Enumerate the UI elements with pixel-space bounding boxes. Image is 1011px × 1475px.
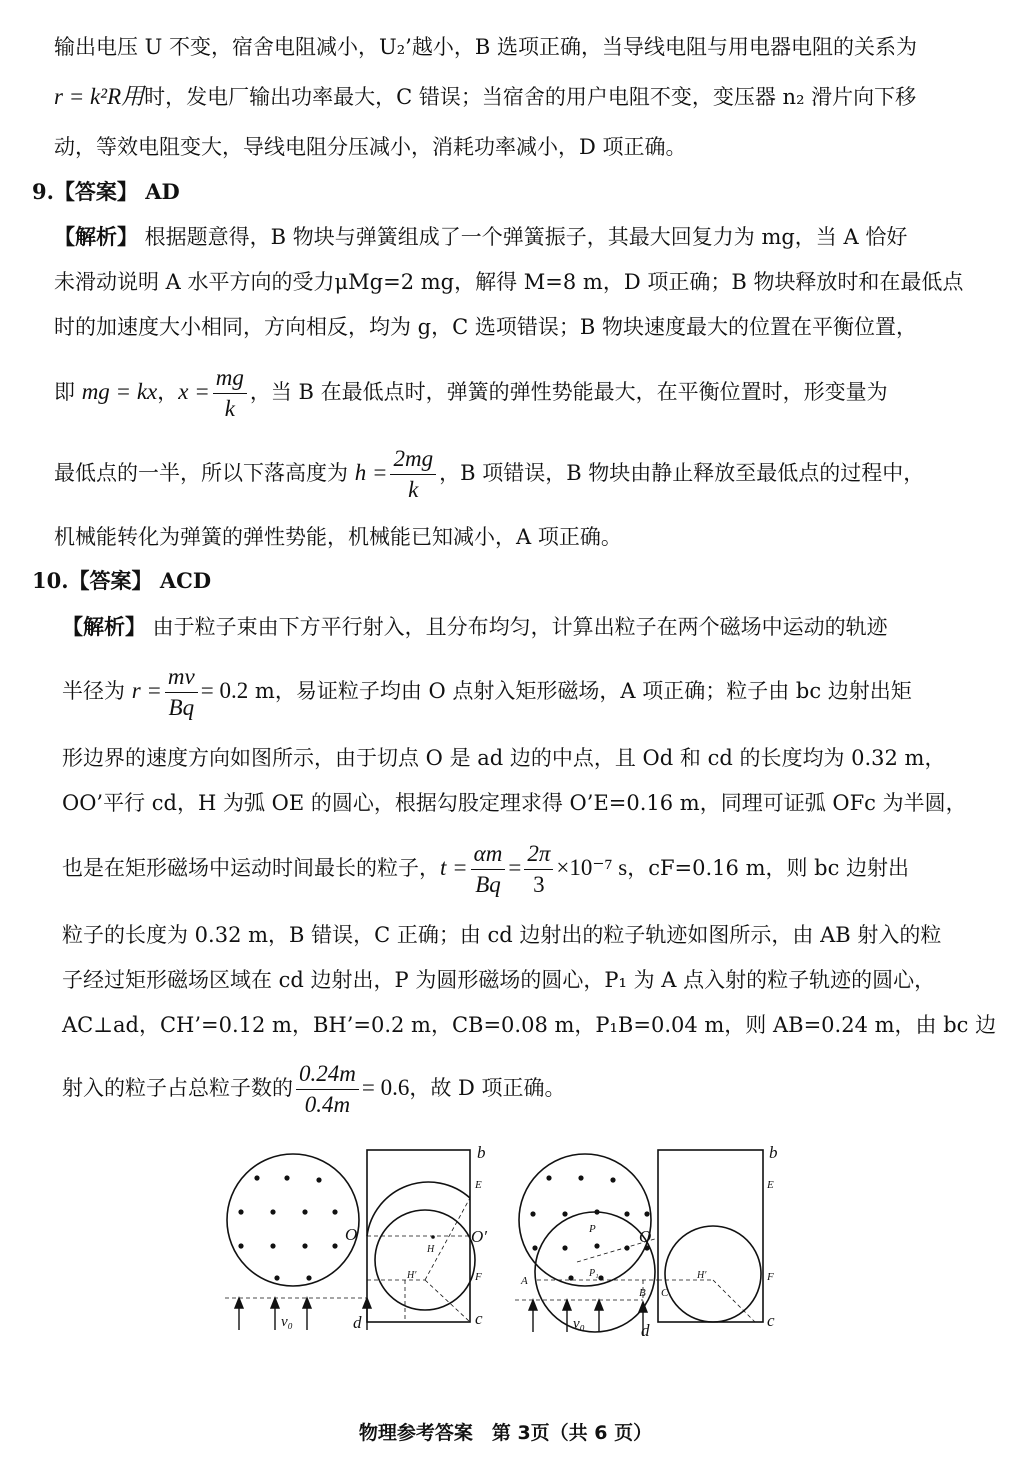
q10-line-5 xyxy=(62,836,909,900)
right-label-Hprime: H′ xyxy=(697,1270,707,1281)
q9-line-3: 时的加速度大小相同，方向相反，均为 g，C 选项错误；B 物块速度最大的位置在平衡位置， xyxy=(54,315,917,339)
q9-line-5-post: ，B 项错误，B 物块由静止释放至最低点的过程中， xyxy=(439,461,925,485)
q8-power-condition: r = k²R用 xyxy=(54,84,145,109)
left-label-b: b xyxy=(477,1143,486,1162)
q9-line-4-pre: 即 xyxy=(54,380,82,404)
q9-line-2: 未滑动说明 A 水平方向的受力μMg=2 mg，解得 M=8 m，D 项正确；B 物块释放时和在最低点 xyxy=(54,270,964,294)
q10-line-3: 形边界的速度方向如图所示，由于切点 O 是 ad 边的中点，且 Od 和 cd 的长度均为 0.32 m， xyxy=(62,746,946,770)
left-label-Oprime: O′ xyxy=(471,1227,487,1246)
q8-line-2-text: 时，发电厂输出功率最大，C 错误；当宿舍的用户电阻不变，变压器 n₂ 滑片向下移 xyxy=(144,85,917,109)
right-label-d: d xyxy=(641,1321,650,1340)
q10-answer-heading: 10.【答案】 ACD xyxy=(32,568,212,593)
right-rect-field xyxy=(658,1150,763,1322)
q9-line-1-text: 根据题意得，B 物块与弹簧组成了一个弹簧振子，其最大回复力为 mg，当 A 恰好 xyxy=(138,225,908,249)
q9-frac-den: k xyxy=(224,396,235,421)
q10-line-7: 子经过矩形磁场区域在 cd 边射出，P 为圆形磁场的圆心，P₁ 为 A 点入射的粒子轨迹的圆心， xyxy=(62,968,936,992)
q10-line-8: AC⊥ad，CH’=0.12 m，BH’=0.2 m，CB=0.08 m，P₁B=0.04 m，则 AB=0.24 m，由 bc 边 xyxy=(62,1013,997,1037)
q10-line-9-post: ，故 D 项正确。 xyxy=(409,1076,566,1100)
left-label-H: H xyxy=(427,1244,435,1255)
q10-eq-t-tail: ×10⁻⁷ s xyxy=(556,855,628,880)
q10-eq-t: t = xyxy=(440,855,468,880)
q9-frac-num: mg xyxy=(213,363,247,394)
q9-frac-2mg-k xyxy=(390,444,436,505)
q10-line-1-text: 由于粒子束由下方平行射入，且分布均匀，计算出粒子在两个磁场中运动的轨迹 xyxy=(146,615,888,639)
right-label-E: E xyxy=(767,1179,774,1191)
q10-frac1-den: Bq xyxy=(475,872,501,897)
left-label-E: E xyxy=(475,1179,482,1191)
left-label-c: c xyxy=(475,1309,483,1328)
q10-frac-num: mv xyxy=(165,662,198,693)
q10-line-2 xyxy=(62,659,912,723)
q10-line-1 xyxy=(62,612,888,642)
right-label-b: b xyxy=(769,1143,778,1162)
q10-frac-ratio xyxy=(296,1059,359,1120)
q10-frac2-den: 3 xyxy=(533,872,545,897)
q9-line-4-sep: ， xyxy=(157,380,179,404)
left-label-v0: v₀ xyxy=(281,1314,293,1330)
right-label-c: c xyxy=(767,1311,775,1330)
q9-line-4-post: ，当 B 在最低点时，弹簧的弹性势能最大，在平衡位置时，形变量为 xyxy=(249,380,888,404)
q10-frac-2pi-3 xyxy=(524,839,553,900)
q9-eq-h: h = xyxy=(354,460,388,485)
q10-frac3-den: 0.4m xyxy=(304,1092,351,1117)
right-label-A: A xyxy=(521,1275,528,1287)
q10-line-9 xyxy=(62,1056,566,1120)
q9-line-4 xyxy=(54,360,888,424)
q9-line-1 xyxy=(54,222,907,252)
q10-line-2-pre: 半径为 xyxy=(62,679,132,703)
left-circular-field xyxy=(227,1154,359,1286)
q10-frac2-num: 2π xyxy=(524,839,553,870)
right-label-O: O xyxy=(639,1227,652,1246)
q9-answer-heading: 9.【答案】 AD xyxy=(32,179,180,204)
q9-eq-mg-kx: mg = kx xyxy=(81,379,158,404)
right-label-C: C xyxy=(661,1287,669,1299)
q10-line-9-pre: 射入的粒子占总粒子数的 xyxy=(62,1076,293,1100)
q10-eq-r-value: = 0.2 xyxy=(200,678,249,703)
right-label-B: B xyxy=(639,1287,646,1299)
q10-frac1-num: αm xyxy=(471,839,506,870)
q9-frac2-den: k xyxy=(408,477,419,502)
q9-frac2-num: 2mg xyxy=(390,444,436,475)
q10-line-5-pre: 也是在矩形磁场中运动时间最长的粒子， xyxy=(62,856,440,880)
q10-frac-den: Bq xyxy=(168,695,195,720)
q10-frac3-num: 0.24m xyxy=(296,1059,359,1090)
q9-line-5 xyxy=(54,441,924,505)
page-footer: 物理参考答案 第 3页（共 6 页） xyxy=(358,1422,653,1444)
right-label-v0: v₀ xyxy=(573,1316,585,1332)
q8-line-2 xyxy=(54,82,916,112)
right-circular-field xyxy=(519,1154,651,1286)
q10-analysis-tag: 【解析】 xyxy=(62,614,146,639)
q10-line-5-post: ，cF=0.16 m，则 bc 边射出 xyxy=(627,856,910,880)
q9-eq-x: x = xyxy=(178,379,210,404)
figure-right xyxy=(515,1140,800,1345)
figure-left xyxy=(225,1140,495,1340)
q10-frac-mv-bq xyxy=(165,662,198,723)
q10-line-2-post: m，易证粒子均由 O 点射入矩形磁场，A 项正确；粒子由 bc 边射出矩 xyxy=(248,679,912,703)
q9-frac-mg-k xyxy=(213,363,247,424)
left-label-F: F xyxy=(475,1271,482,1283)
q10-eq-ratio-value: = 0.6 xyxy=(361,1075,410,1100)
q10-line-4: OO’平行 cd，H 为弧 OE 的圆心，根据勾股定理求得 O’E=0.16 m，同理可证弧 OFc 为半圆， xyxy=(62,791,967,815)
left-label-d: d xyxy=(353,1313,362,1332)
right-label-P: P xyxy=(589,1223,596,1235)
left-label-O: O xyxy=(345,1225,358,1244)
q9-line-6: 机械能转化为弹簧的弹性势能，机械能已知减小，A 项正确。 xyxy=(54,525,622,549)
left-arc-OE xyxy=(367,1182,470,1236)
q8-line-3: 动，等效电阻变大，导线电阻分压减小，消耗功率减小，D 项正确。 xyxy=(54,135,687,159)
q9-line-5-pre: 最低点的一半，所以下落高度为 xyxy=(54,461,355,485)
right-label-F: F xyxy=(767,1271,774,1283)
q10-eq-r: r = xyxy=(131,678,162,703)
left-semicircle-OFc xyxy=(375,1210,475,1310)
q9-analysis-tag: 【解析】 xyxy=(54,224,138,249)
q10-eq-sign: = xyxy=(508,855,522,880)
left-label-Hprime: H′ xyxy=(407,1270,417,1281)
right-label-P1: P₁ xyxy=(589,1268,599,1279)
q10-frac-am-bq xyxy=(471,839,506,900)
q10-line-6: 粒子的长度为 0.32 m，B 错误，C 正确；由 cd 边射出的粒子轨迹如图所示，由 AB 射入的粒 xyxy=(62,923,942,947)
right-orbit-exit xyxy=(665,1226,761,1322)
q8-line-1: 输出电压 U 不变，宿舍电阻减小，U₂’越小，B 选项正确，当导线电阻与用电器电阻的关系为 xyxy=(54,35,917,59)
